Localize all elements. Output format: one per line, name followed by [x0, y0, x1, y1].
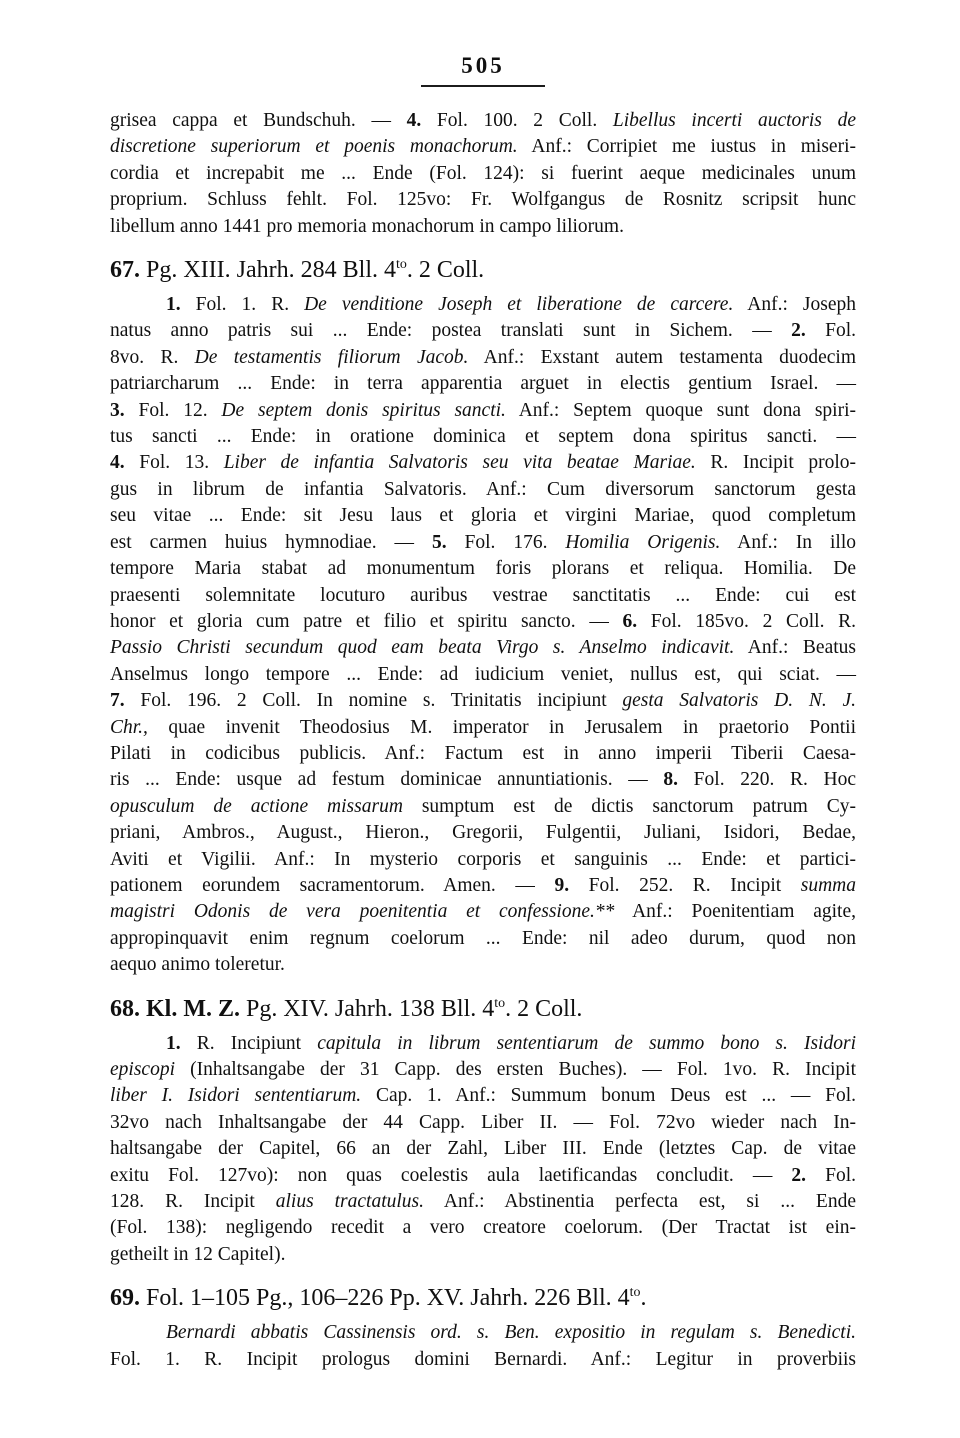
text-run: 7.: [110, 690, 125, 712]
text-run: Anf.: In illo: [720, 531, 856, 553]
text-run: Fol. 1–105 Pg., 106–226 Pp. XV. Jahrh. 226 Bll. 4: [140, 1285, 630, 1312]
text-run: (Inhaltsangabe der 31 Capp. des ersten Buches). — Fol. 1vo. R. Incipit: [174, 1059, 856, 1080]
text-line: [110, 345, 856, 371]
text-run: sumptum est de dictis sanctorum patrum Cy-: [402, 795, 856, 817]
text-run: getheilt in 12 Capitel).: [110, 1243, 286, 1265]
text-run: aequo animo toleretur.: [110, 954, 285, 976]
text-line: [110, 424, 856, 450]
text-run: tus sancti ... Ende: in oratione dominica et septem dona spiritus sancti. —: [110, 426, 856, 448]
text-line: [110, 161, 856, 187]
text-line: [110, 398, 856, 424]
text-run: Homilia Origenis.: [565, 531, 721, 553]
text-run: .: [640, 1285, 647, 1312]
page-header: [110, 54, 856, 87]
text-run: tempore Maria stabat ad monumentum foris plorans et reliqua. Homilia. De: [110, 558, 856, 580]
text-line: [110, 1347, 856, 1373]
text-line: [110, 873, 856, 899]
text-line: [110, 1189, 856, 1215]
text-line: [110, 450, 856, 476]
text-line: [110, 108, 856, 134]
text-run: natus anno patris sui ... Ende: postea translati sunt in Sichem. —: [110, 320, 792, 342]
text-run: Fol.: [806, 1164, 856, 1186]
text-run: Libellus incerti auctoris de: [612, 110, 856, 131]
text-run: to: [494, 995, 506, 1011]
text-run: libellum anno 1441 pro memoria monachorum in campo liliorum.: [110, 215, 624, 237]
text-run: Chr.,: [110, 716, 148, 738]
text-line: [110, 794, 856, 820]
text-run: liber I. Isidori sententiarum.: [110, 1085, 362, 1107]
text-line: [110, 899, 856, 925]
text-line: [110, 1031, 856, 1057]
text-run: Fol. 176.: [446, 531, 566, 553]
text-run: ris ... Ende: usque ad festum dominicae annuntiationis. —: [110, 769, 664, 791]
text-run: Cap. 1. Anf.: Summum bonum Deus est ... — Fol.: [361, 1085, 856, 1107]
text-run: 32vo nach Inhaltsangabe der 44 Capp. Liber II. — Fol. 72vo wieder nach In-: [110, 1111, 856, 1133]
text-line: [110, 530, 856, 556]
text-run: to: [395, 257, 407, 273]
text-run: pationem eorundem sacramentorum. Amen. —: [110, 874, 555, 896]
text-run: . 2 Coll.: [406, 257, 485, 284]
text-run: to: [629, 1285, 641, 1301]
text-run: episcopi: [110, 1059, 175, 1080]
text-line: [110, 1057, 856, 1083]
text-run: 2.: [791, 320, 806, 342]
text-run: R. Incipiunt: [180, 1032, 318, 1054]
text-run: cordia et increpabit me ... Ende (Fol. 124): si fuerint aeque medicinales unum: [110, 162, 856, 184]
text-run: haltsangabe der Capitel, 66 an der Zahl, Liber III. Ende (letztes Cap. de vitae: [110, 1138, 856, 1160]
text-run: Fol. 220. R. Hoc: [678, 769, 856, 791]
text-run: Fol. 1. R.: [180, 294, 305, 316]
text-line: [110, 214, 856, 240]
text-run: Pilati in codicibus publicis. Anf.: Factum est in anno imperii Tiberii Caesa-: [110, 742, 856, 764]
text-run: De testamentis filiorum Jacob.: [194, 346, 469, 368]
text-run: Pg. XIV. Jahrh. 138 Bll. 4: [240, 995, 495, 1022]
entry-67-contents: [110, 292, 856, 979]
text-run: 1.: [166, 1032, 181, 1054]
text-run: Fol. 100. 2 Coll.: [421, 110, 613, 131]
text-run: . 2 Coll.: [505, 995, 583, 1022]
text-run: Fol. 196. 2 Coll. In nomine s. Trinitatis incipiunt: [124, 690, 623, 712]
text-line: [110, 767, 856, 793]
text-run: gesta Salvatoris D. N. J.: [622, 690, 857, 712]
entry-67-heading: [110, 255, 856, 285]
text-run: 4.: [406, 110, 422, 131]
text-run: Anf.: Joseph: [733, 294, 856, 316]
text-run: appropinquavit enim regnum coelorum ... Ende: nil adeo durum, quod non: [110, 927, 856, 949]
text-line: [110, 292, 856, 318]
text-line: [110, 1163, 856, 1189]
text-run: opusculum de actione missarum: [110, 795, 403, 817]
text-line: [110, 134, 856, 160]
text-run: gus in librum de infantia Salvatoris. Anf.: Cum diversorum sanctorum gesta: [110, 478, 856, 500]
text-run: 128. R. Incipit: [110, 1191, 276, 1213]
text-run: Fol. 252. R. Incipit: [569, 874, 801, 896]
text-run: Anf.: Corripiet me iustus in miseri-: [517, 136, 856, 158]
text-line: [110, 741, 856, 767]
page-number-rule: [421, 85, 545, 87]
text-line: [110, 1215, 856, 1241]
text-run: 6.: [622, 610, 638, 632]
text-run: 1.: [166, 294, 181, 316]
text-line: [110, 1136, 856, 1162]
text-run: alius tractatulus.: [275, 1191, 424, 1213]
page-number: 505: [461, 53, 505, 78]
text-line: [110, 1242, 856, 1268]
text-run: Fol. 13.: [124, 452, 224, 474]
text-line: [110, 503, 856, 529]
text-run: priani, Ambros., August., Hieron., Gregorii, Fulgentii, Juliani, Isidori, Bedae,: [110, 822, 856, 844]
text-line: [110, 926, 856, 952]
entry-68-heading: [110, 994, 856, 1024]
text-line: [110, 1320, 856, 1346]
text-run: Pg. XIII. Jahrh. 284 Bll. 4: [140, 257, 396, 284]
entry-69-heading: [110, 1283, 856, 1313]
text-line: [110, 952, 856, 978]
text-run: 8.: [663, 769, 679, 791]
text-line: [110, 583, 856, 609]
text-run: R. Incipit prolo-: [695, 452, 856, 474]
text-run: Anf.: Beatus: [734, 637, 856, 659]
text-run: Anf.: Abstinentia perfecta est, si ... Ende: [424, 1191, 856, 1213]
text-run: proprium. Schluss fehlt. Fol. 125vo: Fr. Wolfgangus de Rosnitz scripsit hunc: [110, 189, 856, 211]
text-run: Anf.: Exstant autem testamenta duodecim: [468, 346, 856, 368]
paragraph-entry-66-continuation: [110, 108, 856, 240]
text-run: Fol. 185vo. 2 Coll. R.: [637, 610, 856, 632]
text-run: 4.: [110, 452, 125, 474]
text-line: [110, 556, 856, 582]
text-run: discretione superiorum et poenis monachorum.: [110, 136, 518, 158]
text-run: quae invenit Theodosius M. imperator in Jerusalem in praetorio Pontii: [147, 716, 856, 738]
text-run: summa: [800, 874, 856, 896]
text-run: 9.: [554, 874, 570, 896]
text-line: [110, 371, 856, 397]
text-run: Anselmus longo tempore ... Ende: ad iudicium veniet, nullus est, qui sciat. —: [110, 663, 856, 685]
text-line: [110, 847, 856, 873]
text-run: 8vo. R.: [110, 346, 195, 368]
text-run: Bernardi abbatis Cassinensis ord. s. Ben. expositio in regulam s. Benedicti.: [166, 1322, 856, 1344]
text-run: 5.: [431, 531, 447, 553]
text-run: magistri Odonis de vera poenitentia et confessione.**: [110, 901, 615, 923]
text-run: 3.: [110, 399, 125, 421]
entry-69-contents: [110, 1320, 856, 1373]
text-run: 67.: [110, 257, 140, 284]
entry-68-contents: [110, 1031, 856, 1269]
text-line: [110, 820, 856, 846]
text-run: Passio Christi secundum quod eam beata Virgo s. Anselmo indicavit.: [110, 637, 735, 659]
text-run: patriarcharum ... Ende: in terra apparentia arguet in electis gentium Israel. —: [110, 373, 856, 395]
text-run: praesenti solemnitate locuturo auribus vestrae sanctitatis ... Ende: cui est: [110, 584, 856, 606]
text-line: [110, 688, 856, 714]
text-run: est carmen huius hymnodiae. —: [110, 531, 432, 553]
text-run: capitula in librum sententiarum de summo bono s. Isidori: [317, 1032, 856, 1054]
catalog-text-block: [110, 108, 856, 1373]
text-line: [110, 1083, 856, 1109]
text-run: De septem donis spiritus sancti.: [221, 399, 506, 421]
text-line: [110, 318, 856, 344]
text-run: exitu Fol. 127vo): non quas coelestis aula laetificandas concludit. —: [110, 1164, 792, 1186]
text-line: [110, 662, 856, 688]
text-line: [110, 715, 856, 741]
text-run: 69.: [110, 1285, 140, 1312]
text-line: [110, 609, 856, 635]
text-line: [110, 1110, 856, 1136]
text-run: Anf.: Septem quoque sunt dona spiri-: [505, 399, 856, 421]
text-run: seu vitae ... Ende: sit Jesu laus et gloria et virgini Mariae, quod completum: [110, 505, 856, 527]
text-run: De venditione Joseph et liberatione de carcere.: [304, 294, 734, 316]
text-run: 68. Kl. M. Z.: [110, 995, 240, 1022]
text-run: Aviti et Vigilii. Anf.: In mysterio corporis et sanguinis ... Ende: et partici-: [110, 848, 856, 870]
text-line: [110, 187, 856, 213]
text-run: grisea cappa et Bundschuh. —: [110, 110, 407, 131]
text-run: 2.: [791, 1164, 807, 1186]
text-run: Fol. 12.: [124, 399, 222, 421]
text-run: (Fol. 138): negligendo recedit a vero creatore coelorum. (Der Tractat ist ein-: [110, 1217, 856, 1239]
text-line: [110, 635, 856, 661]
text-run: Anf.: Poenitentiam agite,: [614, 901, 856, 923]
text-run: Fol.: [805, 320, 856, 342]
text-run: honor et gloria cum patre et filio et spiritu sancto. —: [110, 610, 623, 632]
text-run: Liber de infantia Salvatoris seu vita beatae Mariae.: [223, 452, 696, 474]
text-run: Fol. 1. R. Incipit prologus domini Bernardi. Anf.: Legitur in proverbiis: [110, 1348, 856, 1370]
text-line: [110, 477, 856, 503]
